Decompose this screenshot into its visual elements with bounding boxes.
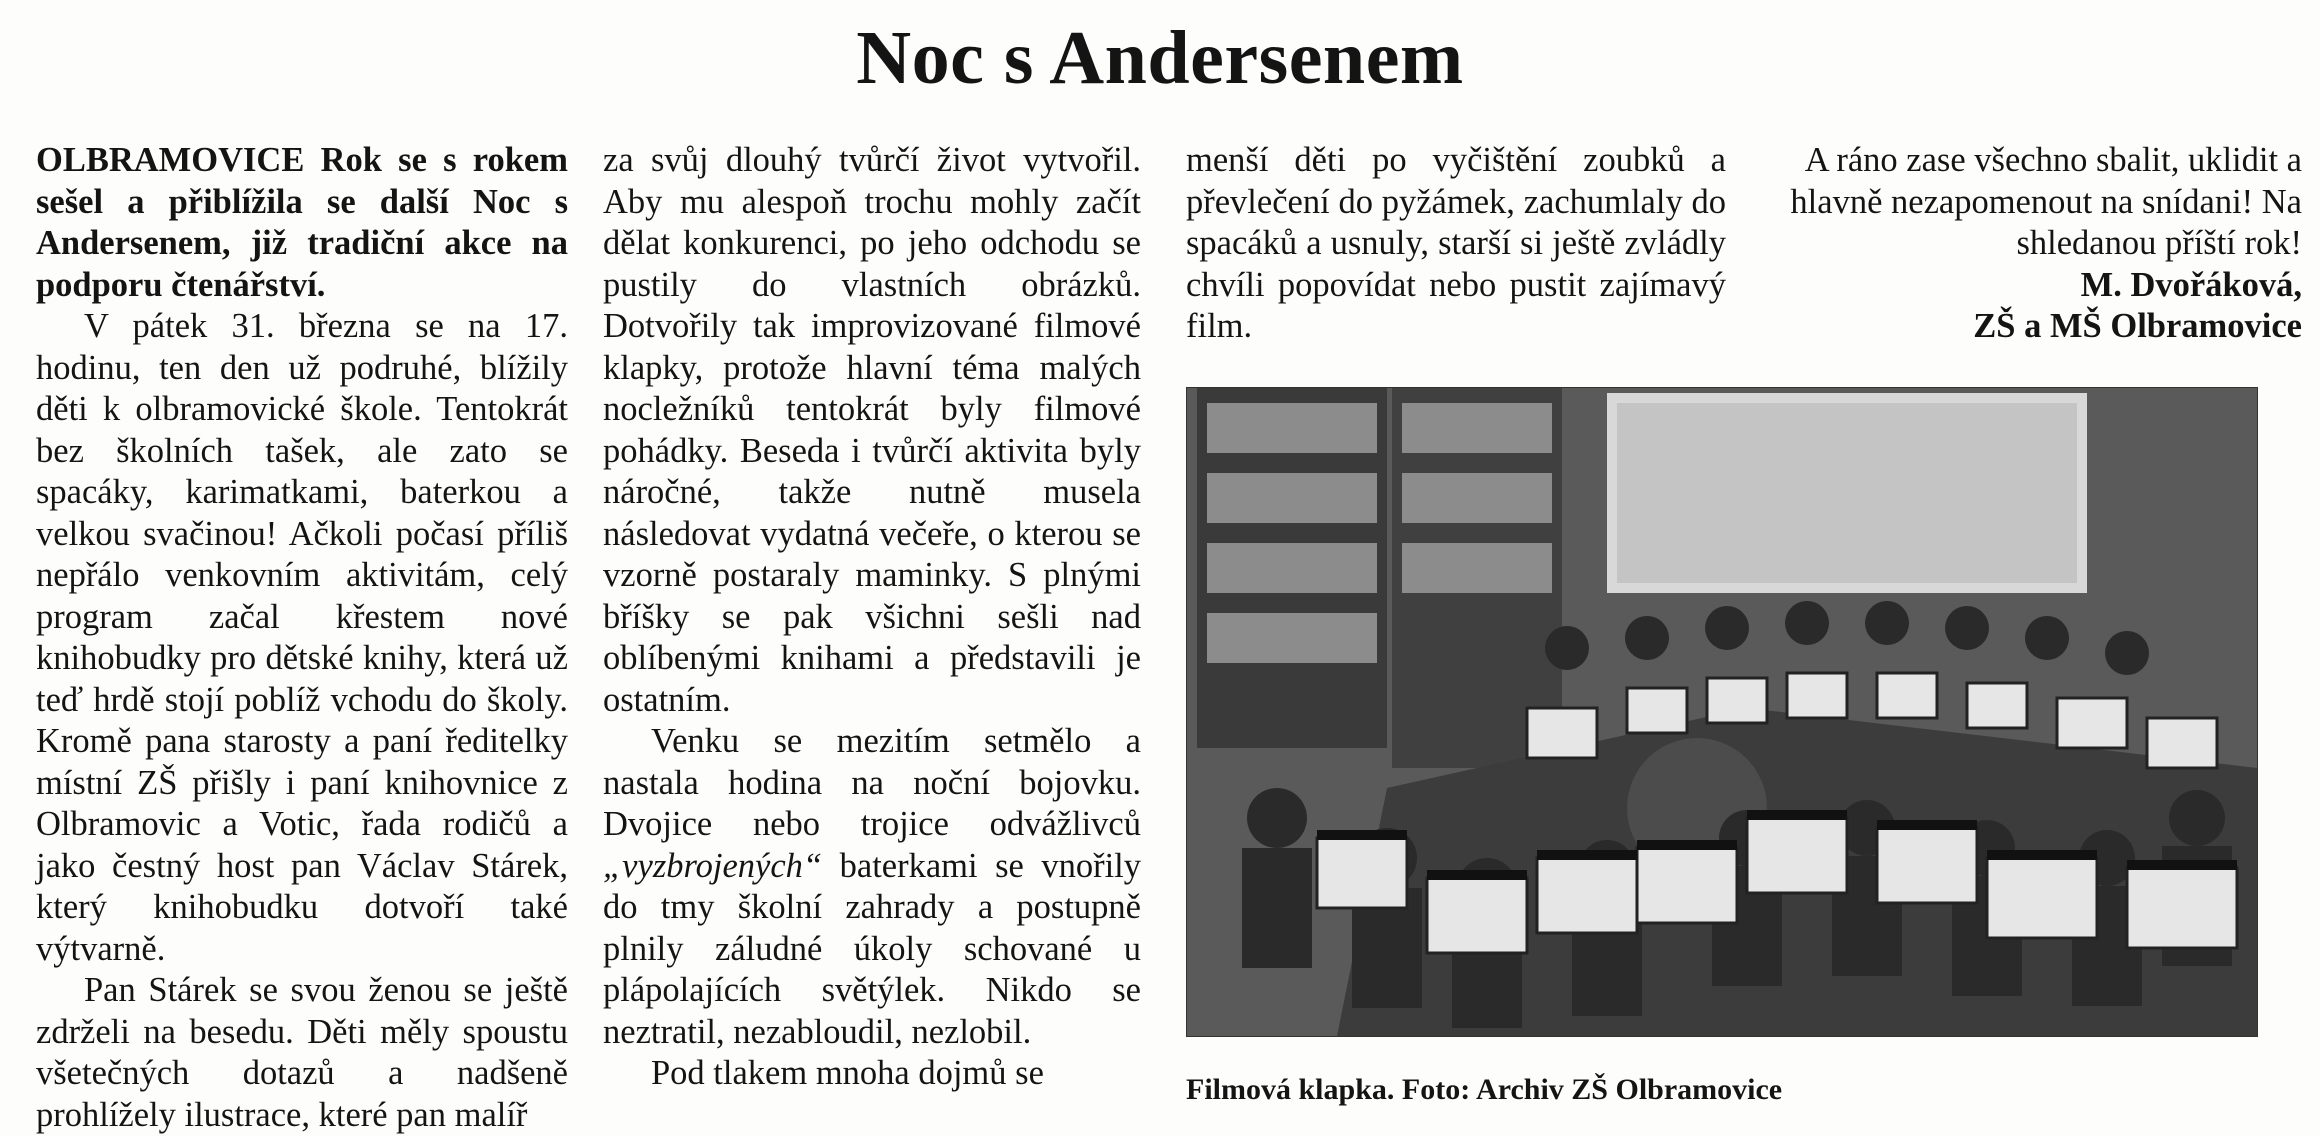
article-title: Noc s Andersenem <box>856 16 1464 100</box>
column-3 <box>1186 140 1726 348</box>
column-4 <box>1766 140 2302 348</box>
paragraph-3 <box>603 721 1141 1053</box>
photo-caption: Filmová klapka. Foto: Archiv ZŠ Olbramovice <box>1186 1073 1783 1106</box>
paragraph-2-continued: za svůj dlouhý tvůrčí život vytvořil. Aby mu alespoň trochu mohly začít dělat konkurenci, po jeho odchodu se pustily do vlastních obrázků. Dotvořily tak improvizované filmové klapky, protože hlavní téma malých nocležníků tentokrát byly filmové pohádky. Beseda i tvůrčí aktivita byly náročné, takže nutně musela následovat vydatná večeře, o kterou se vzorně postaraly maminky. S plnými bříšky se pak všichni sešli nad oblíbenými knihami a představili je ostatním. <box>603 141 1141 719</box>
paragraph-4-continued: menší děti po vyčištění zoubků a převlečení do pyžámek, zachumlaly do spacáků a usnuly, starší si ještě zvládly chvíli popovídat nebo pustit zajímavý film. <box>1186 141 1726 345</box>
paragraph-3-rest: baterkami se vnořily do tmy školní zahrady a postupně plnily záludné úkoly schované u plápolajících světýlek. Nikdo se neztratil, nezabloudil, nezlobil. <box>603 846 1141 1051</box>
article-photo <box>1186 387 2258 1037</box>
paragraph-5: A ráno zase všechno sbalit, uklidit a hlavně nezapomenout na snídani! Na shledanou příští rok! <box>1790 141 2302 262</box>
photo-illustration <box>1187 388 2257 1036</box>
article-lead: OLBRAMOVICE Rok se s rokem sešel a přiblížila se další Noc s Andersenem, již tradiční akce na podporu čtenářství. <box>36 141 568 304</box>
author-name: M. Dvořáková, <box>2080 265 2302 304</box>
author-affiliation: ZŠ a MŠ Olbramovice <box>1973 307 2302 345</box>
paragraph-3-quote: „vyzbrojených“ <box>603 846 823 885</box>
column-2 <box>603 140 1141 1095</box>
paragraph-3-text: Venku se mezitím setmělo a nastala hodina na noční bojovku. Dvojice nebo trojice odvážlivců <box>603 722 1141 843</box>
paragraph-2: Pan Stárek se svou ženou se ještě zdrželi na besedu. Děti měly spoustu všetečných dotazů a nadšeně prohlížely ilustrace, které pan malíř <box>36 971 568 1134</box>
paragraph-1: V pátek 31. března se na 17. hodinu, ten den už podruhé, blížily děti k olbramovické škole. Tentokrát bez školních tašek, ale zato se spacáky, karimatkami, baterkou a velkou svačinou! Ačkoli počasí příliš nepřálo venkovním aktivitám, celý program začal křestem nové knihobudky pro dětské knihy, která už teď hrdě stojí poblíž vchodu do školy. Kromě pana starosty a paní ředitelky místní ZŠ přišly i paní knihovnice z Olbramovic a Votic, řada rodičů a jako čestný host pan Václav Stárek, který knihobudku dotvoří také výtvarně. <box>36 307 568 968</box>
paragraph-4-start: Pod tlakem mnoha dojmů se <box>651 1054 1044 1092</box>
column-1 <box>36 140 568 1136</box>
